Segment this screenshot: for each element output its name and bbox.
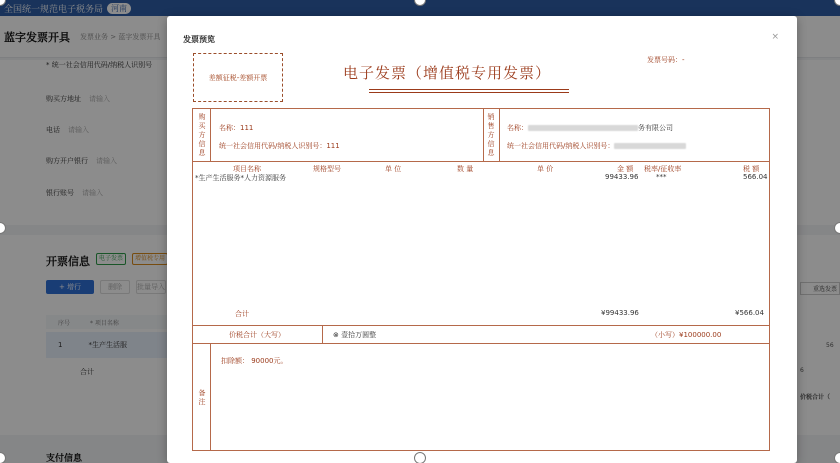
seller-tax-id xyxy=(507,141,686,151)
reselect-button[interactable]: 重选发票 xyxy=(800,282,840,295)
col-name: * 项目名称 xyxy=(90,319,119,327)
total-label: 合计 xyxy=(235,310,249,318)
header-spec: 规格型号 xyxy=(313,165,341,173)
buyer-name: 名称：111 xyxy=(219,124,254,132)
item-rate: *** xyxy=(656,173,667,181)
credit-code-label: * 统一社会信用代码/纳税人识别号 xyxy=(46,61,153,69)
breadcrumb[interactable]: 发票业务 > 蓝字发票开具 xyxy=(80,32,161,41)
grid-line xyxy=(499,109,500,161)
redacted-text xyxy=(614,143,686,149)
payment-section-title: 支付信息 xyxy=(46,454,83,463)
account-label: 银行账号 xyxy=(46,189,74,197)
add-row-button[interactable]: + 增行 xyxy=(46,280,94,294)
invoice-info-title: 开票信息 xyxy=(46,255,90,268)
invoice-number: 发票号码：- xyxy=(647,56,685,64)
bank-label: 购方开户银行 xyxy=(46,157,88,165)
grid-line xyxy=(322,325,323,343)
col-seq: 序号 xyxy=(58,319,71,327)
resize-handle[interactable] xyxy=(834,222,840,234)
modal-title: 发票预览 xyxy=(183,35,215,44)
seller-name-prefix: 名称： xyxy=(507,124,528,132)
header-amount: 金 额 xyxy=(617,165,634,173)
invoice-preview-modal xyxy=(167,16,797,463)
resize-handle[interactable] xyxy=(834,452,840,463)
grid-line xyxy=(210,343,211,451)
grid-line xyxy=(193,325,769,326)
grid-line xyxy=(193,343,769,344)
remarks-label: 备 注 xyxy=(198,389,206,406)
region-badge[interactable]: 河南 xyxy=(107,3,131,14)
row-seq: 1 xyxy=(58,341,63,349)
right-value: 56 xyxy=(826,342,834,349)
electronic-invoice-tag: 电子发票 xyxy=(96,253,126,265)
right-total-label: 价税合计（ xyxy=(800,394,831,401)
invoice-doc-title: 电子发票（增值税专用发票） xyxy=(343,64,552,82)
grand-total-label: 价税合计（大写） xyxy=(229,331,285,339)
differential-tax-stamp: 差额征税-差额开票 xyxy=(193,53,283,102)
grid-line xyxy=(193,161,769,162)
grand-total-text: ⊗ 壹拾万圆整 xyxy=(333,331,377,339)
item-name: *生产生活服务*人力资源服务 xyxy=(195,174,286,182)
close-icon[interactable]: × xyxy=(771,32,779,42)
buyer-address-label: 购买方地址 xyxy=(46,95,81,103)
account-input[interactable]: 请输入 xyxy=(82,189,103,197)
app-title: 全国统一规范电子税务局 xyxy=(4,4,104,15)
remarks-text: 扣除额： 90000元。 xyxy=(221,357,288,365)
page-title: 蓝字发票开具 xyxy=(4,30,70,44)
phone-input[interactable]: 请输入 xyxy=(68,126,89,134)
header-price: 单 价 xyxy=(537,165,554,173)
phone-label: 电话 xyxy=(46,126,60,134)
right-number: 6 xyxy=(800,367,804,374)
row-name: *生产生活服 xyxy=(88,341,127,349)
header-item: 项目名称 xyxy=(233,165,261,173)
vat-special-tag: 增值税专用 xyxy=(132,253,168,265)
seller-section-label: 销 售 方 信 息 xyxy=(487,113,495,157)
import-button[interactable]: 批量导入 xyxy=(136,280,166,294)
seller-tax-label: 统一社会信用代码/纳税人识别号： xyxy=(507,142,615,150)
buyer-address-input[interactable]: 请输入 xyxy=(89,95,110,103)
item-amount: 99433.96 xyxy=(605,173,639,181)
header-qty: 数 量 xyxy=(457,165,474,173)
grid-line xyxy=(210,109,211,161)
bank-input[interactable]: 请输入 xyxy=(96,157,117,165)
header-unit: 单 位 xyxy=(385,165,402,173)
seller-name xyxy=(507,123,673,133)
table-total-label: 合计 xyxy=(80,368,94,376)
buyer-section-label: 购 买 方 信 息 xyxy=(198,113,206,157)
header-rate: 税率/征收率 xyxy=(644,165,682,173)
delete-button[interactable]: 删除 xyxy=(100,280,130,294)
seller-name-suffix: 务有限公司 xyxy=(638,124,673,132)
total-amount: ¥99433.96 xyxy=(601,309,639,317)
buyer-tax-id: 统一社会信用代码/纳税人识别号：111 xyxy=(219,142,340,150)
invoice-grid xyxy=(192,108,770,451)
total-tax: ¥566.04 xyxy=(735,309,764,317)
item-tax: 566.04 xyxy=(743,173,768,181)
title-underline xyxy=(369,89,569,93)
resize-handle[interactable] xyxy=(414,452,426,463)
header-tax: 税 额 xyxy=(743,165,760,173)
redacted-text xyxy=(528,125,638,131)
grand-total-small: （小写）¥100000.00 xyxy=(651,331,722,339)
